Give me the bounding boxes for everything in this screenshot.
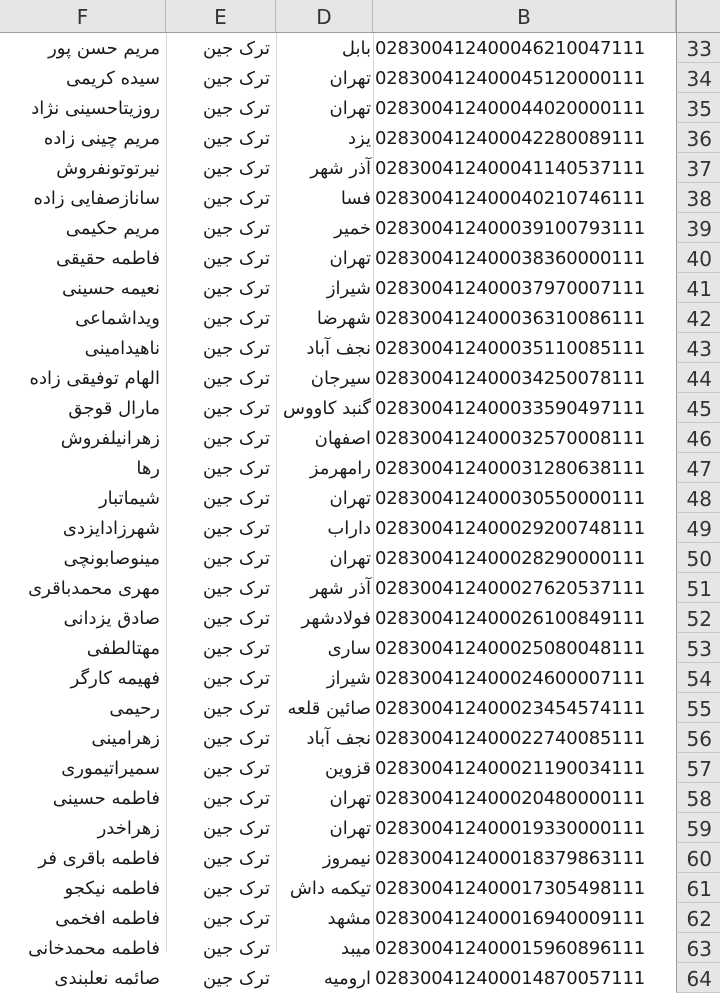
cell-name[interactable]: الهام توفیقی زاده <box>29 368 160 389</box>
cell-product[interactable]: ترک جین <box>202 308 270 329</box>
cell-city[interactable]: ارومیه <box>323 968 371 989</box>
cell-name[interactable]: فاطمه افخمی <box>55 908 160 929</box>
row-header[interactable]: 59 <box>676 813 720 843</box>
table-row <box>0 573 720 603</box>
table-row <box>0 273 720 303</box>
row-header[interactable]: 54 <box>676 663 720 693</box>
cell-product[interactable]: ترک جین <box>202 518 270 539</box>
table-row <box>0 393 720 423</box>
cell-account-number[interactable]: 028300412400022740085111 <box>375 728 646 749</box>
row-header[interactable]: 64 <box>676 963 720 993</box>
cell-city[interactable]: مشهد <box>327 908 371 929</box>
cell-city[interactable]: نیمروز <box>322 848 371 869</box>
table-row <box>0 813 720 843</box>
row-header[interactable]: 49 <box>676 513 720 543</box>
cell-city[interactable]: آذر شهر <box>310 578 371 599</box>
cell-product[interactable]: ترک جین <box>202 818 270 839</box>
cell-city[interactable]: گنبد کاووس <box>282 398 371 419</box>
cell-product[interactable]: ترک جین <box>202 758 270 779</box>
cell-product[interactable]: ترک جین <box>202 578 270 599</box>
cell-city[interactable]: رامهرمز <box>309 458 371 479</box>
cell-account-number[interactable]: 028300412400033590497111 <box>375 398 646 419</box>
row-header[interactable]: 33 <box>676 33 720 63</box>
select-all-corner[interactable] <box>676 0 720 32</box>
row-header[interactable]: 53 <box>676 633 720 663</box>
cell-account-number[interactable]: 028300412400035110085111 <box>375 338 646 359</box>
cell-product[interactable]: ترک جین <box>202 728 270 749</box>
cell-city[interactable]: اصفهان <box>314 428 371 449</box>
cell-product[interactable]: ترک جین <box>202 158 270 179</box>
cell-city[interactable]: میبد <box>341 938 371 959</box>
row-header[interactable]: 44 <box>676 363 720 393</box>
cell-city[interactable]: نجف آباد <box>306 338 371 359</box>
cell-account-number[interactable]: 028300412400029200748111 <box>375 518 646 539</box>
table-row <box>0 933 720 963</box>
cell-account-number[interactable]: 028300412400017305498111 <box>375 878 646 899</box>
column-header-f[interactable]: F <box>0 0 166 32</box>
cell-account-number[interactable]: 028300412400038360000111 <box>375 248 646 269</box>
row-header[interactable]: 39 <box>676 213 720 243</box>
cell-city[interactable]: شهرضا <box>316 308 371 329</box>
cell-name[interactable]: روزیتاحسینی نژاد <box>31 98 160 119</box>
table-row <box>0 603 720 633</box>
cell-name[interactable]: مریم حسن پور <box>48 38 160 59</box>
cell-city[interactable]: تهران <box>329 818 371 839</box>
cell-city[interactable]: شیراز <box>326 278 371 299</box>
cell-city[interactable]: ساری <box>327 638 371 659</box>
row-header[interactable]: 37 <box>676 153 720 183</box>
cell-product[interactable]: ترک جین <box>202 68 270 89</box>
cell-name[interactable]: زهرانیلفروش <box>60 428 160 449</box>
row-header[interactable]: 40 <box>676 243 720 273</box>
row-header[interactable]: 41 <box>676 273 720 303</box>
cell-account-number[interactable]: 028300412400026100849111 <box>375 608 646 629</box>
cell-product[interactable]: ترک جین <box>202 908 270 929</box>
cell-name[interactable]: ناهیدامینی <box>84 338 160 359</box>
column-header-b[interactable]: B <box>373 0 676 32</box>
cell-name[interactable]: صائمه نعلبندی <box>54 968 160 989</box>
cell-account-number[interactable]: 028300412400034250078111 <box>375 368 646 389</box>
row-header[interactable]: 51 <box>676 573 720 603</box>
cell-name[interactable]: مریم حکیمی <box>65 218 160 239</box>
cell-name[interactable]: فهیمه کارگر <box>70 668 160 689</box>
cell-account-number[interactable]: 028300412400019330000111 <box>375 818 646 839</box>
cell-name[interactable]: مهتالطفی <box>86 638 160 659</box>
table-row <box>0 363 720 393</box>
cell-account-number[interactable]: 028300412400021190034111 <box>375 758 646 779</box>
table-row <box>0 63 720 93</box>
cell-name[interactable]: فاطمه محمدخانی <box>28 938 160 959</box>
cell-product[interactable]: ترک جین <box>202 878 270 899</box>
cell-city[interactable]: تهران <box>329 788 371 809</box>
cell-name[interactable]: فاطمه حسینی <box>52 788 160 809</box>
row-header[interactable]: 57 <box>676 753 720 783</box>
table-row <box>0 903 720 933</box>
table-row <box>0 423 720 453</box>
cell-product[interactable]: ترک جین <box>202 398 270 419</box>
table-row <box>0 513 720 543</box>
column-header-e[interactable]: E <box>166 0 276 32</box>
table-row <box>0 483 720 513</box>
cell-product[interactable]: ترک جین <box>202 668 270 689</box>
cell-name[interactable]: زهراخدر <box>97 818 160 839</box>
cell-account-number[interactable]: 028300412400027620537111 <box>375 578 646 599</box>
cell-product[interactable]: ترک جین <box>202 548 270 569</box>
cell-city[interactable]: تهران <box>329 548 371 569</box>
row-header[interactable]: 60 <box>676 843 720 873</box>
cell-product[interactable]: ترک جین <box>202 218 270 239</box>
cell-product[interactable]: ترک جین <box>202 338 270 359</box>
cell-name[interactable]: سانازصفایی زاده <box>33 188 160 209</box>
cell-name[interactable]: مهری محمدباقری <box>28 578 160 599</box>
cell-name[interactable]: صادق یزدانی <box>63 608 160 629</box>
table-row <box>0 633 720 663</box>
table-row <box>0 723 720 753</box>
row-header[interactable]: 50 <box>676 543 720 573</box>
cell-city[interactable]: داراب <box>327 518 371 539</box>
cell-account-number[interactable]: 028300412400018379863111 <box>375 848 646 869</box>
row-header[interactable]: 43 <box>676 333 720 363</box>
table-row <box>0 93 720 123</box>
cell-name[interactable]: مریم چینی زاده <box>43 128 160 149</box>
cell-account-number[interactable]: 028300412400014870057111 <box>375 968 646 989</box>
row-header[interactable]: 42 <box>676 303 720 333</box>
cell-city[interactable]: شیراز <box>326 668 371 689</box>
cell-product[interactable]: ترک جین <box>202 968 270 989</box>
cell-city[interactable]: بابل <box>341 38 371 59</box>
cell-city[interactable]: یزد <box>348 128 371 149</box>
cell-product[interactable]: ترک جین <box>202 458 270 479</box>
table-row <box>0 153 720 183</box>
table-row <box>0 333 720 363</box>
table-row <box>0 453 720 483</box>
row-header[interactable]: 36 <box>676 123 720 153</box>
cell-name[interactable]: فاطمه نیکجو <box>64 878 160 899</box>
cell-product[interactable]: ترک جین <box>202 368 270 389</box>
cell-product[interactable]: ترک جین <box>202 788 270 809</box>
cell-product[interactable]: ترک جین <box>202 428 270 449</box>
cell-account-number[interactable]: 028300412400045120000111 <box>375 68 646 89</box>
table-row <box>0 963 720 993</box>
cell-city[interactable]: تهران <box>329 68 371 89</box>
cell-name[interactable]: زهرامینی <box>91 728 160 749</box>
cell-account-number[interactable]: 028300412400039100793111 <box>375 218 646 239</box>
cell-city[interactable]: تهران <box>329 248 371 269</box>
row-header[interactable]: 34 <box>676 63 720 93</box>
cell-account-number[interactable]: 028300412400031280638111 <box>375 458 646 479</box>
cell-account-number[interactable]: 028300412400023454574111 <box>375 698 646 719</box>
cell-account-number[interactable]: 028300412400028290000111 <box>375 548 646 569</box>
cell-account-number[interactable]: 028300412400016940009111 <box>375 908 646 929</box>
cell-product[interactable]: ترک جین <box>202 698 270 719</box>
cell-product[interactable]: ترک جین <box>202 98 270 119</box>
cell-product[interactable]: ترک جین <box>202 248 270 269</box>
cell-account-number[interactable]: 028300412400020480000111 <box>375 788 646 809</box>
cell-name[interactable]: مینوصابونچی <box>63 548 160 569</box>
cell-product[interactable]: ترک جین <box>202 608 270 629</box>
table-row <box>0 543 720 573</box>
cell-account-number[interactable]: 028300412400024600007111 <box>375 668 646 689</box>
table-row <box>0 303 720 333</box>
cell-account-number[interactable]: 028300412400037970007111 <box>375 278 646 299</box>
cell-city[interactable]: قزوین <box>325 758 371 779</box>
row-header[interactable]: 58 <box>676 783 720 813</box>
cell-product[interactable]: ترک جین <box>202 188 270 209</box>
cell-product[interactable]: ترک جین <box>202 848 270 869</box>
cell-city[interactable]: سیرجان <box>310 368 371 389</box>
row-header[interactable]: 52 <box>676 603 720 633</box>
cell-product[interactable]: ترک جین <box>202 278 270 299</box>
cell-name[interactable]: فاطمه باقری فر <box>38 848 160 869</box>
cell-name[interactable]: شهرزادایزدی <box>62 518 160 539</box>
row-header[interactable]: 38 <box>676 183 720 213</box>
cell-account-number[interactable]: 028300412400041140537111 <box>375 158 646 179</box>
cell-name[interactable]: سیده کریمی <box>65 68 160 89</box>
table-row <box>0 873 720 903</box>
table-row <box>0 783 720 813</box>
column-header-bar <box>0 0 720 33</box>
row-header[interactable]: 45 <box>676 393 720 423</box>
cell-city[interactable]: تهران <box>329 488 371 509</box>
table-row <box>0 243 720 273</box>
row-header[interactable]: 35 <box>676 93 720 123</box>
table-row <box>0 753 720 783</box>
cell-name[interactable]: نعیمه حسینی <box>62 278 160 299</box>
cell-account-number[interactable]: 028300412400044020000111 <box>375 98 646 119</box>
cell-city[interactable]: فولادشهر <box>301 608 371 629</box>
cell-account-number[interactable]: 028300412400025080048111 <box>375 638 646 659</box>
cell-city[interactable]: تیکمه داش <box>289 878 371 899</box>
cell-account-number[interactable]: 028300412400040210746111 <box>375 188 646 209</box>
row-header[interactable]: 46 <box>676 423 720 453</box>
cell-account-number[interactable]: 028300412400042280089111 <box>375 128 646 149</box>
cell-product[interactable]: ترک جین <box>202 38 270 59</box>
cell-city[interactable]: خمیر <box>334 218 371 239</box>
row-header[interactable]: 56 <box>676 723 720 753</box>
row-header[interactable]: 55 <box>676 693 720 723</box>
table-row <box>0 123 720 153</box>
row-header[interactable]: 62 <box>676 903 720 933</box>
cell-name[interactable]: ویداشماعی <box>75 308 160 329</box>
cell-product[interactable]: ترک جین <box>202 638 270 659</box>
cell-account-number[interactable]: 028300412400046210047111 <box>375 38 646 59</box>
cell-product[interactable]: ترک جین <box>202 938 270 959</box>
cell-name[interactable]: رحیمی <box>109 698 160 719</box>
table-row <box>0 33 720 63</box>
cell-product[interactable]: ترک جین <box>202 128 270 149</box>
cell-product[interactable]: ترک جین <box>202 488 270 509</box>
table-row <box>0 213 720 243</box>
row-header[interactable]: 61 <box>676 873 720 903</box>
cell-account-number[interactable]: 028300412400030550000111 <box>375 488 646 509</box>
cell-account-number[interactable]: 028300412400015960896111 <box>375 938 646 959</box>
row-header[interactable]: 48 <box>676 483 720 513</box>
cell-name[interactable]: فاطمه حقیقی <box>56 248 160 269</box>
cell-city[interactable]: صائین قلعه <box>287 698 371 719</box>
cell-name[interactable]: سمیراتیموری <box>61 758 160 779</box>
cell-city[interactable]: فسا <box>340 188 371 209</box>
row-header[interactable]: 47 <box>676 453 720 483</box>
column-header-d[interactable]: D <box>276 0 373 32</box>
cell-name[interactable]: نیرتوتونفروش <box>56 158 160 179</box>
cell-account-number[interactable]: 028300412400032570008111 <box>375 428 646 449</box>
table-row <box>0 843 720 873</box>
cell-name[interactable]: مارال قوجق <box>68 398 160 419</box>
cell-city[interactable]: نجف آباد <box>306 728 371 749</box>
cell-name[interactable]: شیماتبار <box>98 488 160 509</box>
table-row <box>0 663 720 693</box>
row-header[interactable]: 63 <box>676 933 720 963</box>
cell-city[interactable]: آذر شهر <box>310 158 371 179</box>
cell-account-number[interactable]: 028300412400036310086111 <box>375 308 646 329</box>
cell-name[interactable]: رها <box>136 458 160 479</box>
cell-city[interactable]: تهران <box>329 98 371 119</box>
table-row <box>0 693 720 723</box>
table-row <box>0 183 720 213</box>
